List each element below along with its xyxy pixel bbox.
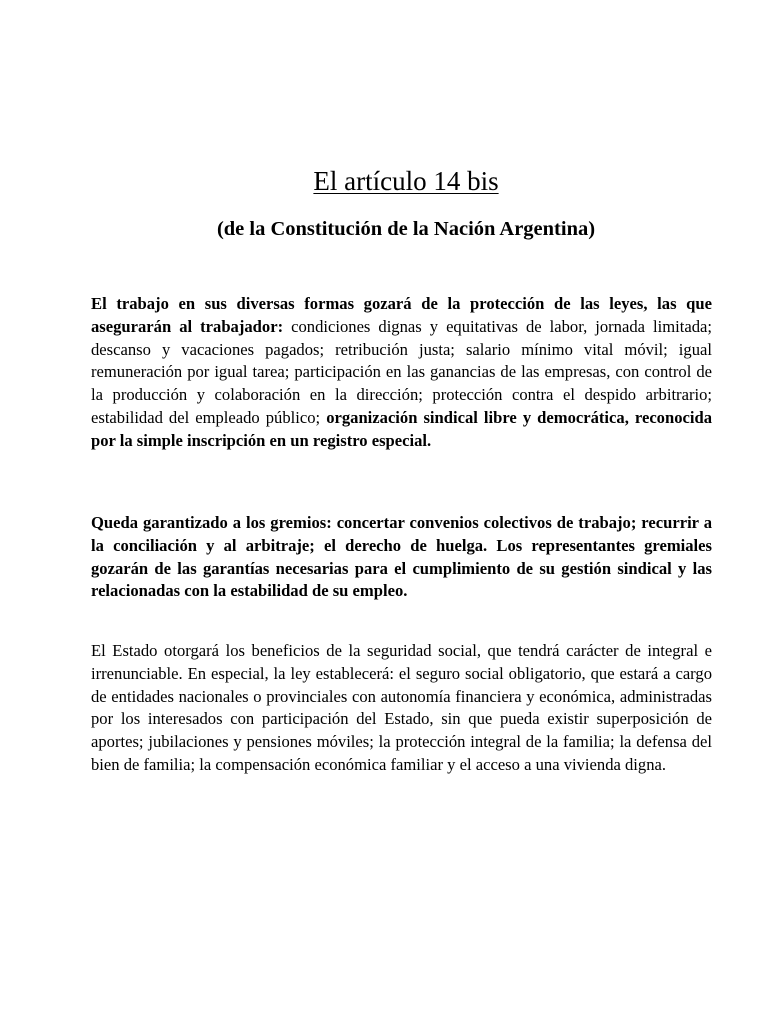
- paragraph-1-lead: El trabajo en sus diversas formas gozará de la protección de las leyes, las que asegurarán al trabajador:: [91, 294, 712, 336]
- paragraph-3: El Estado otorgará los beneficios de la seguridad social, que tendrá carácter de integral e irrenunciable. En especial, la ley establecerá: el seguro social obligatorio, que estará a cargo de entidades nacionales o provinciales con autonomía financiera y económica, administradas por los interesados con participación del Estado, sin que pueda existir superposición de aportes; jubilaciones y pensiones móviles; la protección integral de la familia; la defensa del bien de familia; la compensación económica familiar y el acceso a una vivienda digna.: [91, 641, 712, 774]
- paragraph-1: [91, 293, 712, 453]
- document-subtitle: (de la Constitución de la Nación Argentina): [216, 218, 596, 240]
- document-title: El artículo 14 bis: [313, 166, 499, 196]
- paragraph-1-end: organización sindical libre y democrática, reconocida por la simple inscripción en un registro especial.: [91, 407, 713, 450]
- paragraph-1-middle: condiciones dignas y equitativas de labor, jornada limitada; descanso y vacaciones pagados; retribución justa; salario mínimo vital móvil; igual remuneración por igual tarea; participación en las ganancias de las empresas, con control de la producción y colaboración en la dirección; protección contra el despido arbitrario; estabilidad del empleado público;: [91, 316, 713, 427]
- paragraph-2: Queda garantizado a los gremios: concertar convenios colectivos de trabajo; recurrir a la conciliación y al arbitraje; el derecho de huelga. Los representantes gremiales gozarán de las garantías necesarias para el cumplimiento de su gestión sindical y las relacionadas con la estabilidad de su empleo.: [91, 513, 712, 601]
